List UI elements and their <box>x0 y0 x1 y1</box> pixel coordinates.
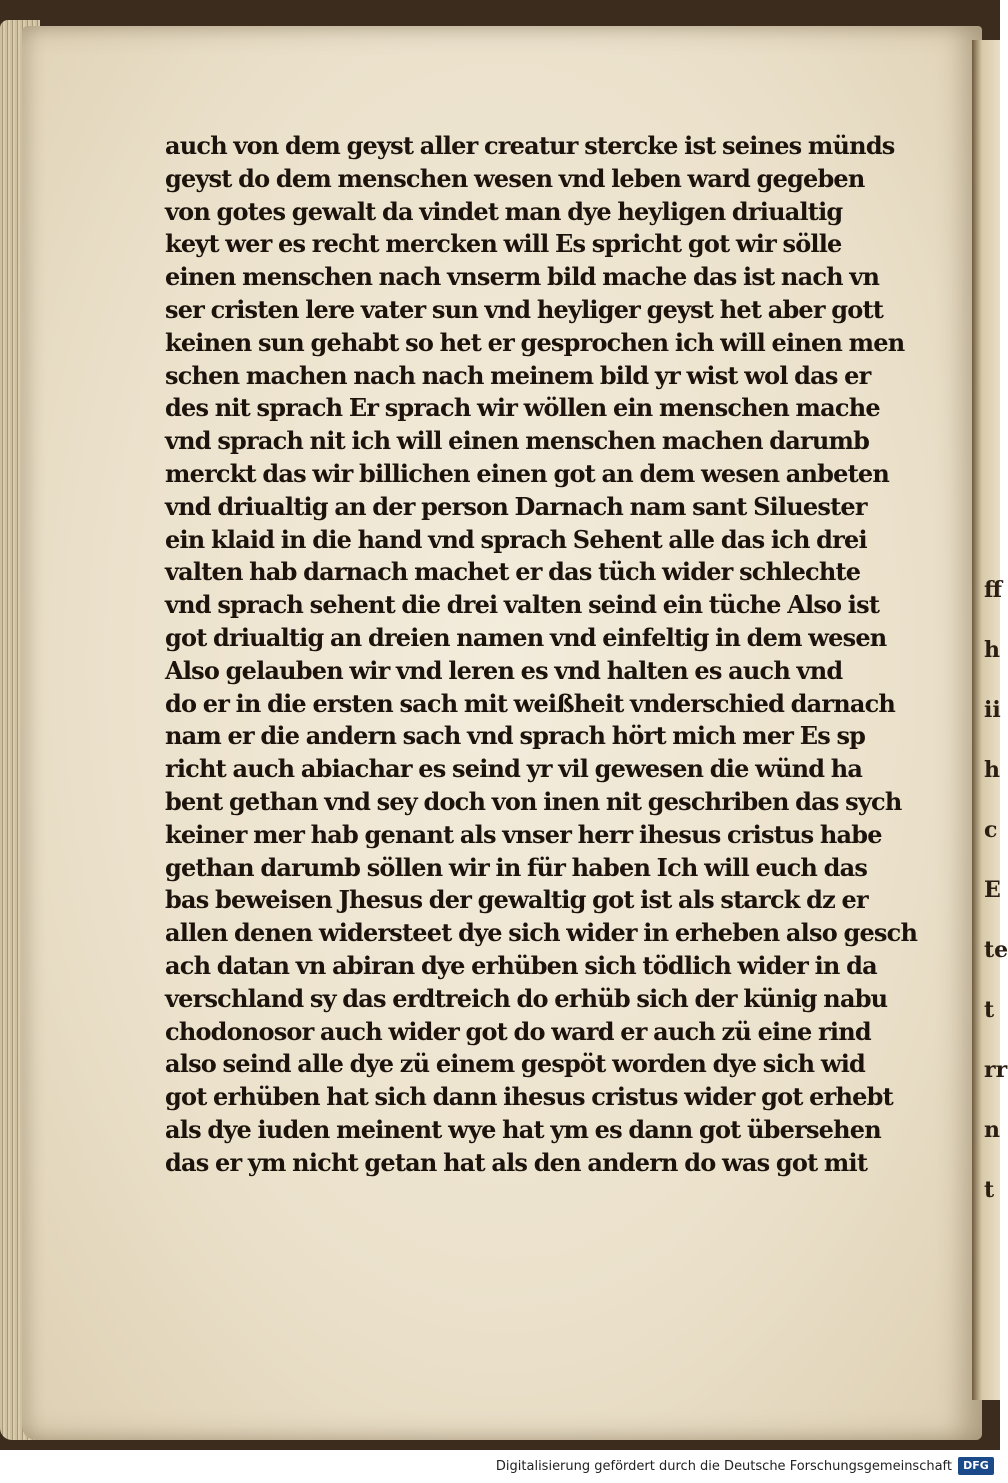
gutter-letter: n <box>984 1117 1000 1143</box>
facing-page-fragment <box>984 560 1008 1260</box>
text-line: verschland sy das erdtreich do erhüb sich der künig nabu <box>165 983 888 1013</box>
gutter-letter: h <box>984 637 1000 663</box>
text-line: keinen sun gehabt so het er gesprochen ich will einen men <box>165 327 905 357</box>
gutter-letter: h <box>984 757 1000 783</box>
text-line: got erhüben hat sich dann ihesus cristus wider got erhebt <box>165 1082 893 1112</box>
gutter-letter: rr <box>984 1057 1008 1083</box>
text-line: nam er die andern sach vnd sprach hört mich mer Es sp <box>165 721 866 751</box>
text-line: also seind alle dye zü einem gespöt worden dye sich wid <box>165 1049 865 1079</box>
text-line: valten hab darnach machet er das tüch wider schlechte <box>165 557 861 587</box>
text-line: schen machen nach nach meinem bild yr wist wol das er <box>165 360 871 390</box>
blackletter-text-block <box>165 130 918 1180</box>
text-line: keyt wer es recht mercken will Es spricht got wir sölle <box>165 229 842 259</box>
text-line: merckt das wir billichen einen got an dem wesen anbeten <box>165 458 890 488</box>
text-line: chodonosor auch wider got do ward er auch zü eine rind <box>165 1016 871 1046</box>
gutter-letter: te <box>984 937 1008 963</box>
text-line: bas beweisen Jhesus der gewaltig got ist als starck dz er <box>165 885 868 915</box>
dfg-logo: DFG <box>958 1457 994 1475</box>
text-line: got driualtig an dreien namen vnd einfeltig in dem wesen <box>165 622 887 652</box>
text-line: einen menschen nach vnserm bild mache das ist nach vn <box>165 262 880 292</box>
gutter-letter: c <box>984 817 998 843</box>
text-line: ser cristen lere vater sun vnd heyliger geyst het aber gott <box>165 294 884 324</box>
text-line: auch von dem geyst aller creatur stercke ist seines münds <box>165 131 895 160</box>
text-line: gethan darumb söllen wir in für haben Ich will euch das <box>165 852 868 882</box>
text-line: als dye iuden meinent wye hat ym es dann got übersehen <box>165 1114 881 1144</box>
text-line: ach datan vn abiran dye erhüben sich tödlich wider in da <box>165 950 877 980</box>
text-line: bent gethan vnd sey doch von inen nit geschriben das sych <box>165 786 902 816</box>
gutter-letter: t <box>984 997 995 1023</box>
text-line: do er in die ersten sach mit weißheit vnderschied darnach <box>165 688 896 718</box>
gutter-letter: ii <box>984 697 1001 723</box>
text-line: allen denen widersteet dye sich wider in erheben also gesch <box>165 918 918 948</box>
gutter-letter: E <box>984 877 1001 903</box>
footer-bar <box>0 1450 1000 1483</box>
text-line: des nit sprach Er sprach wir wöllen ein menschen mache <box>165 393 880 423</box>
text-line: geyst do dem menschen wesen vnd leben ward gegeben <box>165 163 865 193</box>
text-line: ein klaid in die hand vnd sprach Sehent alle das ich drei <box>165 524 867 554</box>
text-line: das er ym nicht getan hat als den andern do was got mit <box>165 1147 868 1177</box>
text-line: vnd sprach sehent die drei valten seind ein tüche Also ist <box>165 590 880 620</box>
text-line: von gotes gewalt da vindet man dye heyligen driualtig <box>165 196 843 226</box>
text-line: keiner mer hab genant als vnser herr ihesus cristus habe <box>165 819 882 849</box>
gutter-letter: ff <box>984 577 1003 603</box>
text-line: vnd sprach nit ich will einen menschen machen darumb <box>165 426 870 456</box>
gutter-letter: t <box>984 1177 995 1203</box>
funding-credit: Digitalisierung gefördert durch die Deutsche Forschungsgemeinschaft <box>495 1459 952 1474</box>
text-line: vnd driualtig an der person Darnach nam sant Siluester <box>165 491 867 521</box>
text-line: richt auch abiachar es seind yr vil gewesen die wünd ha <box>165 754 863 784</box>
text-line: Also gelauben wir vnd leren es vnd halten es auch vnd <box>165 655 843 685</box>
